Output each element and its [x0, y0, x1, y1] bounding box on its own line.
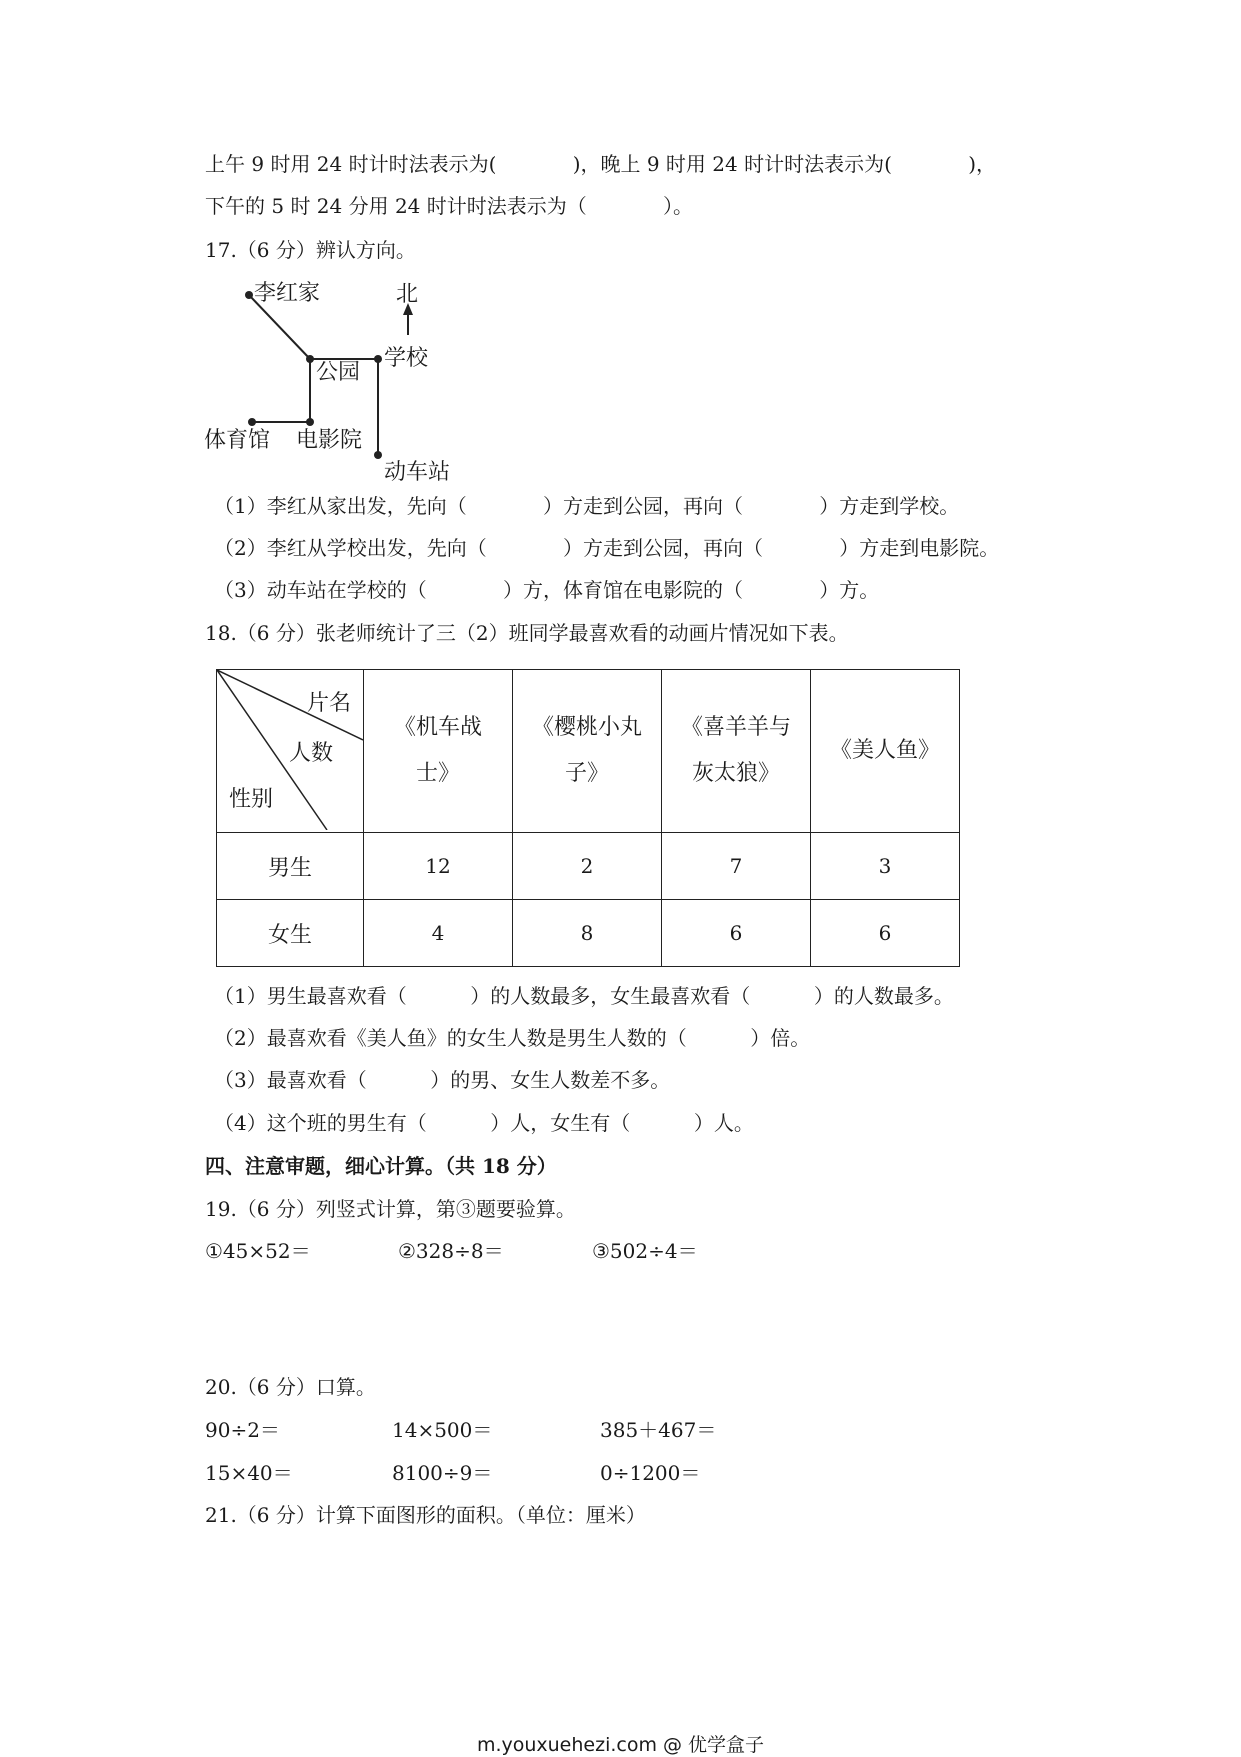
map-label-north: 北: [396, 282, 419, 307]
film-header-cell: 《机车战 士》: [364, 670, 513, 833]
map-label-home: 李红家: [254, 281, 321, 306]
table-cell: 7: [662, 833, 811, 900]
cinema-point: [306, 418, 314, 426]
school-point: [374, 355, 382, 363]
q17-sub-2: （2）李红从学校出发，先向（ ）方走到公园，再向（ ）方走到电影院。: [214, 536, 1000, 560]
footer-watermark: m.youxuehezi.com @ 优学盒子: [476, 1734, 765, 1756]
q16-line-1: 上午 9 时用 24 时计时法表示为( )，晚上 9 时用 24 时计时法表示为( )，: [205, 152, 996, 176]
q19-item-1: ①45×52＝: [205, 1239, 311, 1263]
q19-item-3: ③502÷4＝: [592, 1239, 698, 1263]
direction-map: [200, 275, 480, 485]
q20-r1-c3: 385＋467＝: [600, 1418, 717, 1442]
map-label-cinema: 电影院: [296, 428, 363, 453]
table-cell: 2: [513, 833, 662, 900]
q18-sub-1: （1）男生最喜欢看（ ）的人数最多，女生最喜欢看（ ）的人数最多。: [214, 984, 954, 1008]
map-label-gym: 体育馆: [204, 428, 271, 453]
q18-title: 18.（6 分）张老师统计了三（2）班同学最喜欢看的动画片情况如下表。: [205, 621, 849, 645]
q19-item-2: ②328÷8＝: [398, 1239, 504, 1263]
station-point: [374, 451, 382, 459]
table-corner-cell: [217, 670, 364, 833]
map-label-school: 学校: [384, 346, 429, 371]
table-cell: 3: [811, 833, 960, 900]
section-4-heading: 四、注意审题，细心计算。（共 18 分）: [205, 1154, 557, 1178]
map-label-station: 动车站: [384, 460, 451, 485]
corner-gender-label: 性别: [229, 787, 274, 812]
home-point: [245, 291, 253, 299]
q20-title: 20.（6 分）口算。: [205, 1375, 376, 1399]
table-cell: 4: [364, 900, 513, 967]
film-header-cell: 《喜羊羊与 灰太狼》: [662, 670, 811, 833]
table-header-row: [217, 670, 960, 833]
corner-count-label: 人数: [289, 741, 334, 766]
q20-r2-c2: 8100÷9＝: [392, 1461, 493, 1485]
q20-r2-c3: 0÷1200＝: [600, 1461, 701, 1485]
q20-r1-c1: 90÷2＝: [205, 1418, 280, 1442]
row-label: 女生: [217, 900, 364, 967]
film-header-cell: 《美人鱼》: [811, 670, 960, 833]
q20-r1-c2: 14×500＝: [392, 1418, 493, 1442]
table-cell: 12: [364, 833, 513, 900]
row-label: 男生: [217, 833, 364, 900]
gym-point: [248, 418, 256, 426]
q17-title: 17.（6 分）辨认方向。: [205, 238, 416, 262]
table-cell: 6: [811, 900, 960, 967]
map-label-park: 公园: [316, 360, 361, 385]
table-row: [217, 833, 960, 900]
park-point: [306, 355, 314, 363]
q19-title: 19.（6 分）列竖式计算，第③题要验算。: [205, 1197, 576, 1221]
film-header-cell: 《樱桃小丸 子》: [513, 670, 662, 833]
q18-sub-4: （4）这个班的男生有（ ）人，女生有（ ）人。: [214, 1111, 754, 1135]
corner-film-label: 片名: [307, 691, 352, 716]
q18-sub-3: （3）最喜欢看（ ）的男、女生人数差不多。: [214, 1068, 671, 1092]
q18-sub-2: （2）最喜欢看《美人鱼》的女生人数是男生人数的（ ）倍。: [214, 1026, 811, 1050]
table-cell: 6: [662, 900, 811, 967]
q17-sub-3: （3）动车站在学校的（ ）方，体育馆在电影院的（ ）方。: [214, 578, 880, 602]
q16-line-2: 下午的 5 时 24 分用 24 时计时法表示为（ ）。: [205, 194, 694, 218]
cartoon-preference-table: [216, 669, 960, 967]
table-cell: 8: [513, 900, 662, 967]
q17-sub-1: （1）李红从家出发，先向（ ）方走到公园，再向（ ）方走到学校。: [214, 494, 960, 518]
table-row: [217, 900, 960, 967]
q21-title: 21.（6 分）计算下面图形的面积。（单位：厘米）: [205, 1503, 646, 1527]
q20-r2-c1: 15×40＝: [205, 1461, 293, 1485]
